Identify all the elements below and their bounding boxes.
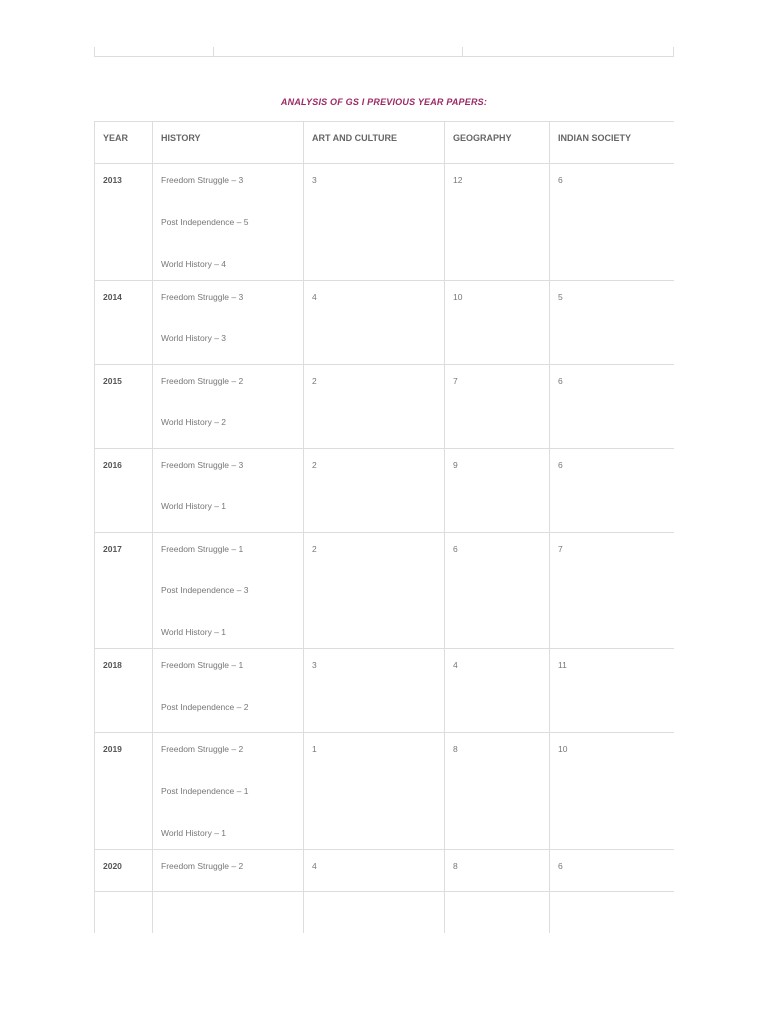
table-row: [95, 649, 675, 733]
header-geography: GEOGRAPHY: [445, 122, 550, 164]
cell-history: [153, 164, 304, 281]
cell-history: [153, 280, 304, 364]
empty-cell: [95, 891, 153, 933]
cell-year: 2020: [95, 849, 153, 891]
history-entry: Freedom Struggle – 2: [161, 375, 244, 386]
history-entry: Post Independence – 5: [161, 216, 249, 227]
cell-history: [153, 364, 304, 448]
cell-art-and-culture: 4: [304, 280, 445, 364]
cell-history: [153, 532, 304, 649]
history-entry: Freedom Struggle – 3: [161, 459, 244, 470]
cell-history: [153, 649, 304, 733]
history-entry: Post Independence – 1: [161, 785, 249, 796]
analysis-title: ANALYSIS OF GS I PREVIOUS YEAR PAPERS:: [280, 97, 488, 107]
cell-year: 2013: [95, 164, 153, 281]
previous-table-bottom-edge: [94, 47, 674, 57]
header-history: HISTORY: [153, 122, 304, 164]
cell-geography: 12: [445, 164, 550, 281]
cell-art-and-culture: 4: [304, 849, 445, 891]
cell-history: [153, 733, 304, 850]
history-entry: World History – 1: [161, 627, 227, 638]
cell-geography: 9: [445, 448, 550, 532]
cell-geography: 6: [445, 532, 550, 649]
cell-indian-society: 6: [550, 364, 675, 448]
history-entry: World History – 3: [161, 333, 227, 344]
history-entry: World History – 2: [161, 417, 227, 428]
analysis-table-container: [94, 121, 674, 933]
history-entry: World History – 1: [161, 501, 227, 512]
table-body: [95, 164, 675, 934]
empty-cell: [153, 891, 304, 933]
cell-geography: 4: [445, 649, 550, 733]
table-row-partial: [95, 891, 675, 933]
cell-year: 2014: [95, 280, 153, 364]
cell-art-and-culture: 2: [304, 532, 445, 649]
cell-geography: 7: [445, 364, 550, 448]
table-column-divider: [213, 47, 214, 56]
empty-cell: [550, 891, 675, 933]
history-entry: Freedom Struggle – 3: [161, 291, 244, 302]
cell-year: 2015: [95, 364, 153, 448]
cell-geography: 8: [445, 849, 550, 891]
cell-art-and-culture: 1: [304, 733, 445, 850]
table-row: [95, 448, 675, 532]
history-entry: World History – 4: [161, 258, 227, 269]
history-entry: World History – 1: [161, 827, 227, 838]
empty-cell: [445, 891, 550, 933]
cell-indian-society: 6: [550, 164, 675, 281]
cell-year: 2019: [95, 733, 153, 850]
cell-art-and-culture: 3: [304, 649, 445, 733]
history-entry: Freedom Struggle – 2: [161, 860, 244, 871]
cell-art-and-culture: 2: [304, 364, 445, 448]
cell-art-and-culture: 3: [304, 164, 445, 281]
table-row: [95, 164, 675, 281]
table-row: [95, 280, 675, 364]
empty-cell: [304, 891, 445, 933]
table-row: [95, 532, 675, 649]
history-entry: Freedom Struggle – 1: [161, 543, 244, 554]
history-entry: Freedom Struggle – 3: [161, 175, 244, 185]
cell-geography: 8: [445, 733, 550, 850]
history-entry: Freedom Struggle – 1: [161, 660, 244, 671]
cell-indian-society: 7: [550, 532, 675, 649]
cell-indian-society: 5: [550, 280, 675, 364]
table-row: [95, 733, 675, 850]
analysis-table: [94, 121, 674, 933]
header-indian-society: INDIAN SOCIETY: [550, 122, 675, 164]
cell-year: 2016: [95, 448, 153, 532]
cell-year: 2018: [95, 649, 153, 733]
cell-history: [153, 448, 304, 532]
history-entry: Post Independence – 3: [161, 585, 249, 596]
table-row: [95, 849, 675, 891]
cell-indian-society: 6: [550, 448, 675, 532]
table-header-row: [95, 122, 675, 164]
table-row: [95, 364, 675, 448]
cell-art-and-culture: 2: [304, 448, 445, 532]
table-column-divider: [462, 47, 463, 56]
history-entry: Post Independence – 2: [161, 701, 249, 712]
cell-indian-society: 11: [550, 649, 675, 733]
cell-geography: 10: [445, 280, 550, 364]
cell-indian-society: 10: [550, 733, 675, 850]
cell-year: 2017: [95, 532, 153, 649]
cell-history: [153, 849, 304, 891]
header-art-and-culture: ART AND CULTURE: [304, 122, 445, 164]
header-year: YEAR: [95, 122, 153, 164]
cell-indian-society: 6: [550, 849, 675, 891]
history-entry: Freedom Struggle – 2: [161, 744, 244, 755]
